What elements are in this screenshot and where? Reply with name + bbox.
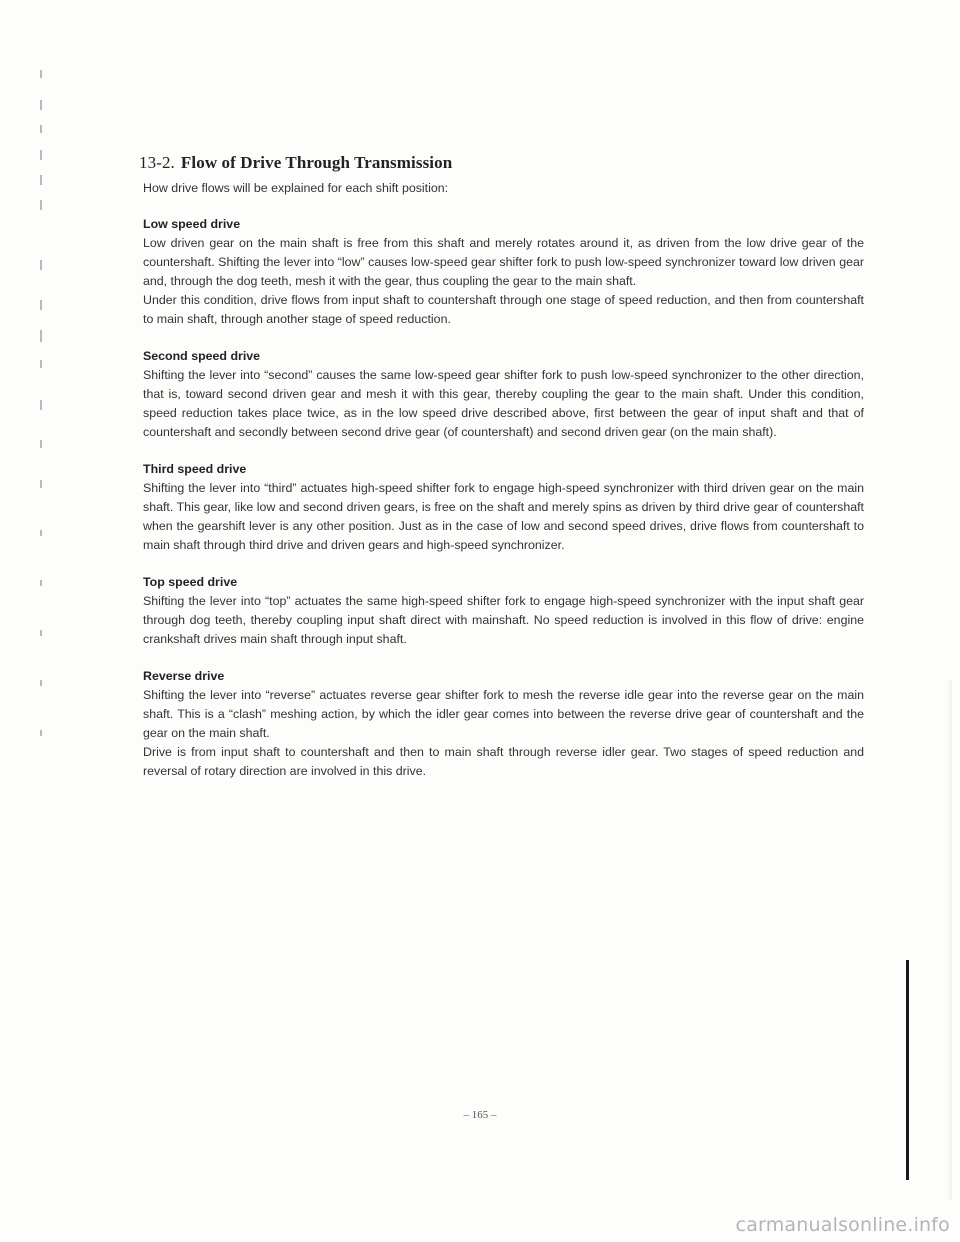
page-content bbox=[139, 153, 864, 799]
block-title: Second speed drive bbox=[143, 349, 261, 363]
block-title: Third speed drive bbox=[143, 462, 247, 476]
block-top-speed-drive bbox=[143, 573, 864, 649]
page-edge-shadow bbox=[946, 680, 952, 1200]
section-number: 13-2. bbox=[139, 153, 175, 172]
block-title: Reverse drive bbox=[143, 669, 225, 683]
section-title: Flow of Drive Through Transmission bbox=[180, 153, 453, 172]
block-paragraph: Under this condition, drive flows from input shaft to countershaft through one stage of speed reduction, and then from countershaft to main shaft, through another stage of speed reduction. bbox=[143, 293, 864, 326]
block-paragraph: Shifting the lever into “reverse” actuates reverse gear shifter fork to mesh the reverse idle gear into the reverse gear on the main shaft. This is a “clash” meshing action, by which the idler gear comes into between the reverse drive gear of countershaft and the gear on the main shaft. bbox=[143, 688, 864, 740]
block-paragraph: Shifting the lever into “top” actuates the same high-speed shifter fork to engage high-speed synchronizer with the input shaft gear through dog teeth, thereby coupling input shaft direct with mainshaft. No speed reduction is involved in this flow of drive: engine crankshaft drives main shaft through input shaft. bbox=[143, 594, 864, 646]
block-paragraph: Shifting the lever into “third” actuates high-speed shifter fork to engage high-speed synchronizer with third driven gear on the main shaft. This gear, like low and second driven gears, is free on the shaft and merely spins as driven by third drive gear of countershaft when the gearshift lever is any other position. Just as in the case of low and second speed drives, drive flows from countershaft to main shaft through third drive and driven gears and high-speed synchronizer. bbox=[143, 481, 864, 552]
section-intro: How drive flows will be explained for each shift position: bbox=[143, 181, 449, 195]
watermark[interactable]: carmanualsonline.info bbox=[735, 1214, 950, 1236]
block-third-speed-drive bbox=[143, 460, 864, 555]
binding-rule bbox=[906, 960, 909, 1180]
block-paragraph: Drive is from input shaft to countershaft and then to main shaft through reverse idler gear. Two stages of speed reduction and reversal of rotary direction are involved in this drive. bbox=[143, 745, 864, 778]
block-low-speed-drive bbox=[143, 215, 864, 329]
block-title: Top speed drive bbox=[143, 575, 238, 589]
block-reverse-drive bbox=[143, 667, 864, 781]
block-paragraph: Shifting the lever into “second” causes the same low-speed gear shifter fork to push low-speed synchronizer to the other direction, that is, toward second driven gear and mesh it with this gear, thereby coupling the gear to the main shaft. Under this condition, speed reduction takes place twice, as in the low speed drive described above, first between the gear of input shaft and that of countershaft and secondly between second drive gear (of countershaft) and second driven gear (on the main shaft). bbox=[143, 368, 864, 439]
page-number: – 165 – bbox=[463, 1109, 497, 1121]
binding-margin-marks bbox=[40, 60, 60, 760]
block-second-speed-drive bbox=[143, 347, 864, 442]
block-title: Low speed drive bbox=[143, 217, 241, 231]
section-heading bbox=[139, 153, 864, 173]
block-paragraph: Low driven gear on the main shaft is free from this shaft and merely rotates around it, as driven from the low drive gear of the countershaft. Shifting the lever into “low” causes low-speed gear shifter fork to push low-speed synchronizer toward low driven gear and, through the dog teeth, mesh it with the gear, thus coupling the gear to the main shaft. bbox=[143, 236, 864, 288]
